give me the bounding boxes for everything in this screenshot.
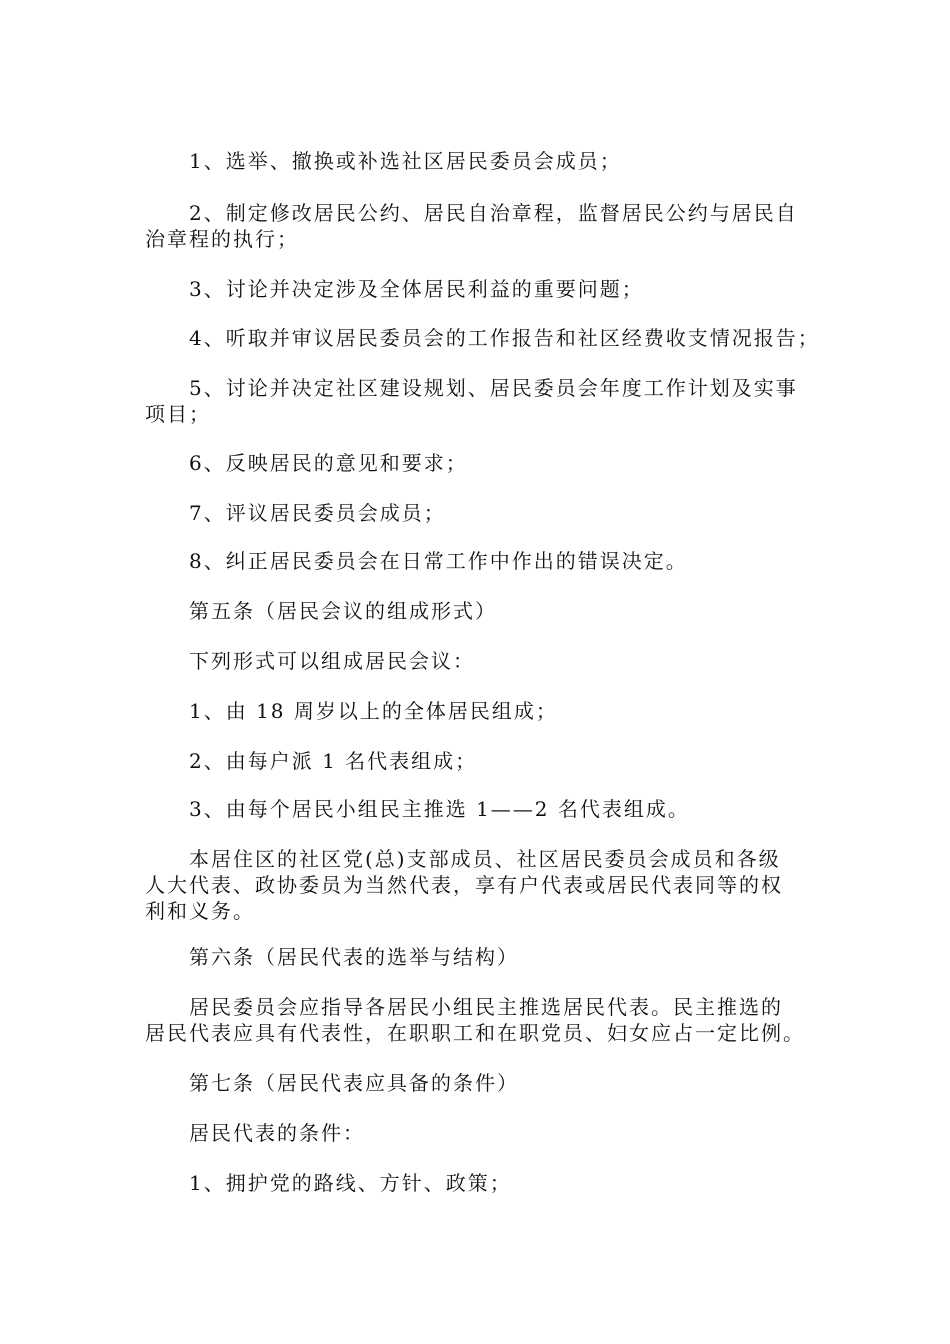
paragraph-line: 6、反映居民的意见和要求； [189,451,468,475]
section-heading-article-6 [145,944,810,970]
paragraph-line: 1、选举、撤换或补选社区居民委员会成员； [189,149,622,173]
paragraph-line: 8、纠正居民委员会在日常工作中作出的错误决定。 [189,549,688,573]
paragraph-line: 项目； [145,402,211,426]
section-heading-article-7 [145,1070,810,1096]
section-heading-article-5 [145,598,810,624]
paragraph-item-4 [145,325,820,351]
paragraph-item-7 [145,500,810,526]
paragraph-line: 第七条（居民代表应具备的条件） [189,1071,519,1095]
paragraph-item-form-1 [145,698,810,724]
paragraph-item-6 [145,450,810,476]
paragraph-intro-forms [145,648,810,674]
paragraph-line: 1、由 18 周岁以上的全体居民组成； [189,699,558,723]
paragraph-ex-officio [145,846,810,924]
paragraph-condition-1 [145,1170,810,1196]
paragraph-line: 1、拥护党的路线、方针、政策； [189,1171,512,1195]
paragraph-item-form-3 [145,796,810,822]
paragraph-item-5 [145,375,810,427]
paragraph-item-1 [145,148,810,174]
paragraph-line: 第六条（居民代表的选举与结构） [189,945,519,969]
paragraph-line: 利和义务。 [145,899,255,923]
paragraph-line: 居民代表的条件： [189,1121,365,1145]
paragraph-line: 人大代表、政协委员为当然代表，享有户代表或居民代表同等的权 [145,873,783,897]
paragraph-line: 2、制定修改居民公约、居民自治章程，监督居民公约与居民自 [189,201,798,225]
paragraph-line: 下列形式可以组成居民会议： [189,649,475,673]
paragraph-line: 3、由每个居民小组民主推选 1——2 名代表组成。 [189,797,690,821]
paragraph-line: 居民委员会应指导各居民小组民主推选居民代表。民主推选的 [189,995,783,1019]
paragraph-item-8 [145,548,810,574]
paragraph-line: 4、听取并审议居民委员会的工作报告和社区经费收支情况报告； [189,326,820,350]
paragraph-line: 第五条（居民会议的组成形式） [189,599,497,623]
paragraph-item-form-2 [145,748,810,774]
paragraph-item-2 [145,200,810,252]
paragraph-item-3 [145,276,810,302]
paragraph-conditions-intro [145,1120,810,1146]
paragraph-line: 7、评议居民委员会成员； [189,501,446,525]
paragraph-line: 5、讨论并决定社区建设规划、居民委员会年度工作计划及实事 [189,376,798,400]
paragraph-line: 2、由每户派 1 名代表组成； [189,749,478,773]
paragraph-line: 治章程的执行； [145,227,299,251]
paragraph-representative-election [145,994,810,1046]
paragraph-line: 居民代表应具有代表性，在职职工和在职党员、妇女应占一定比例。 [145,1021,805,1045]
paragraph-line: 3、讨论并决定涉及全体居民利益的重要问题； [189,277,644,301]
paragraph-line: 本居住区的社区党(总)支部成员、社区居民委员会成员和各级 [189,847,781,871]
